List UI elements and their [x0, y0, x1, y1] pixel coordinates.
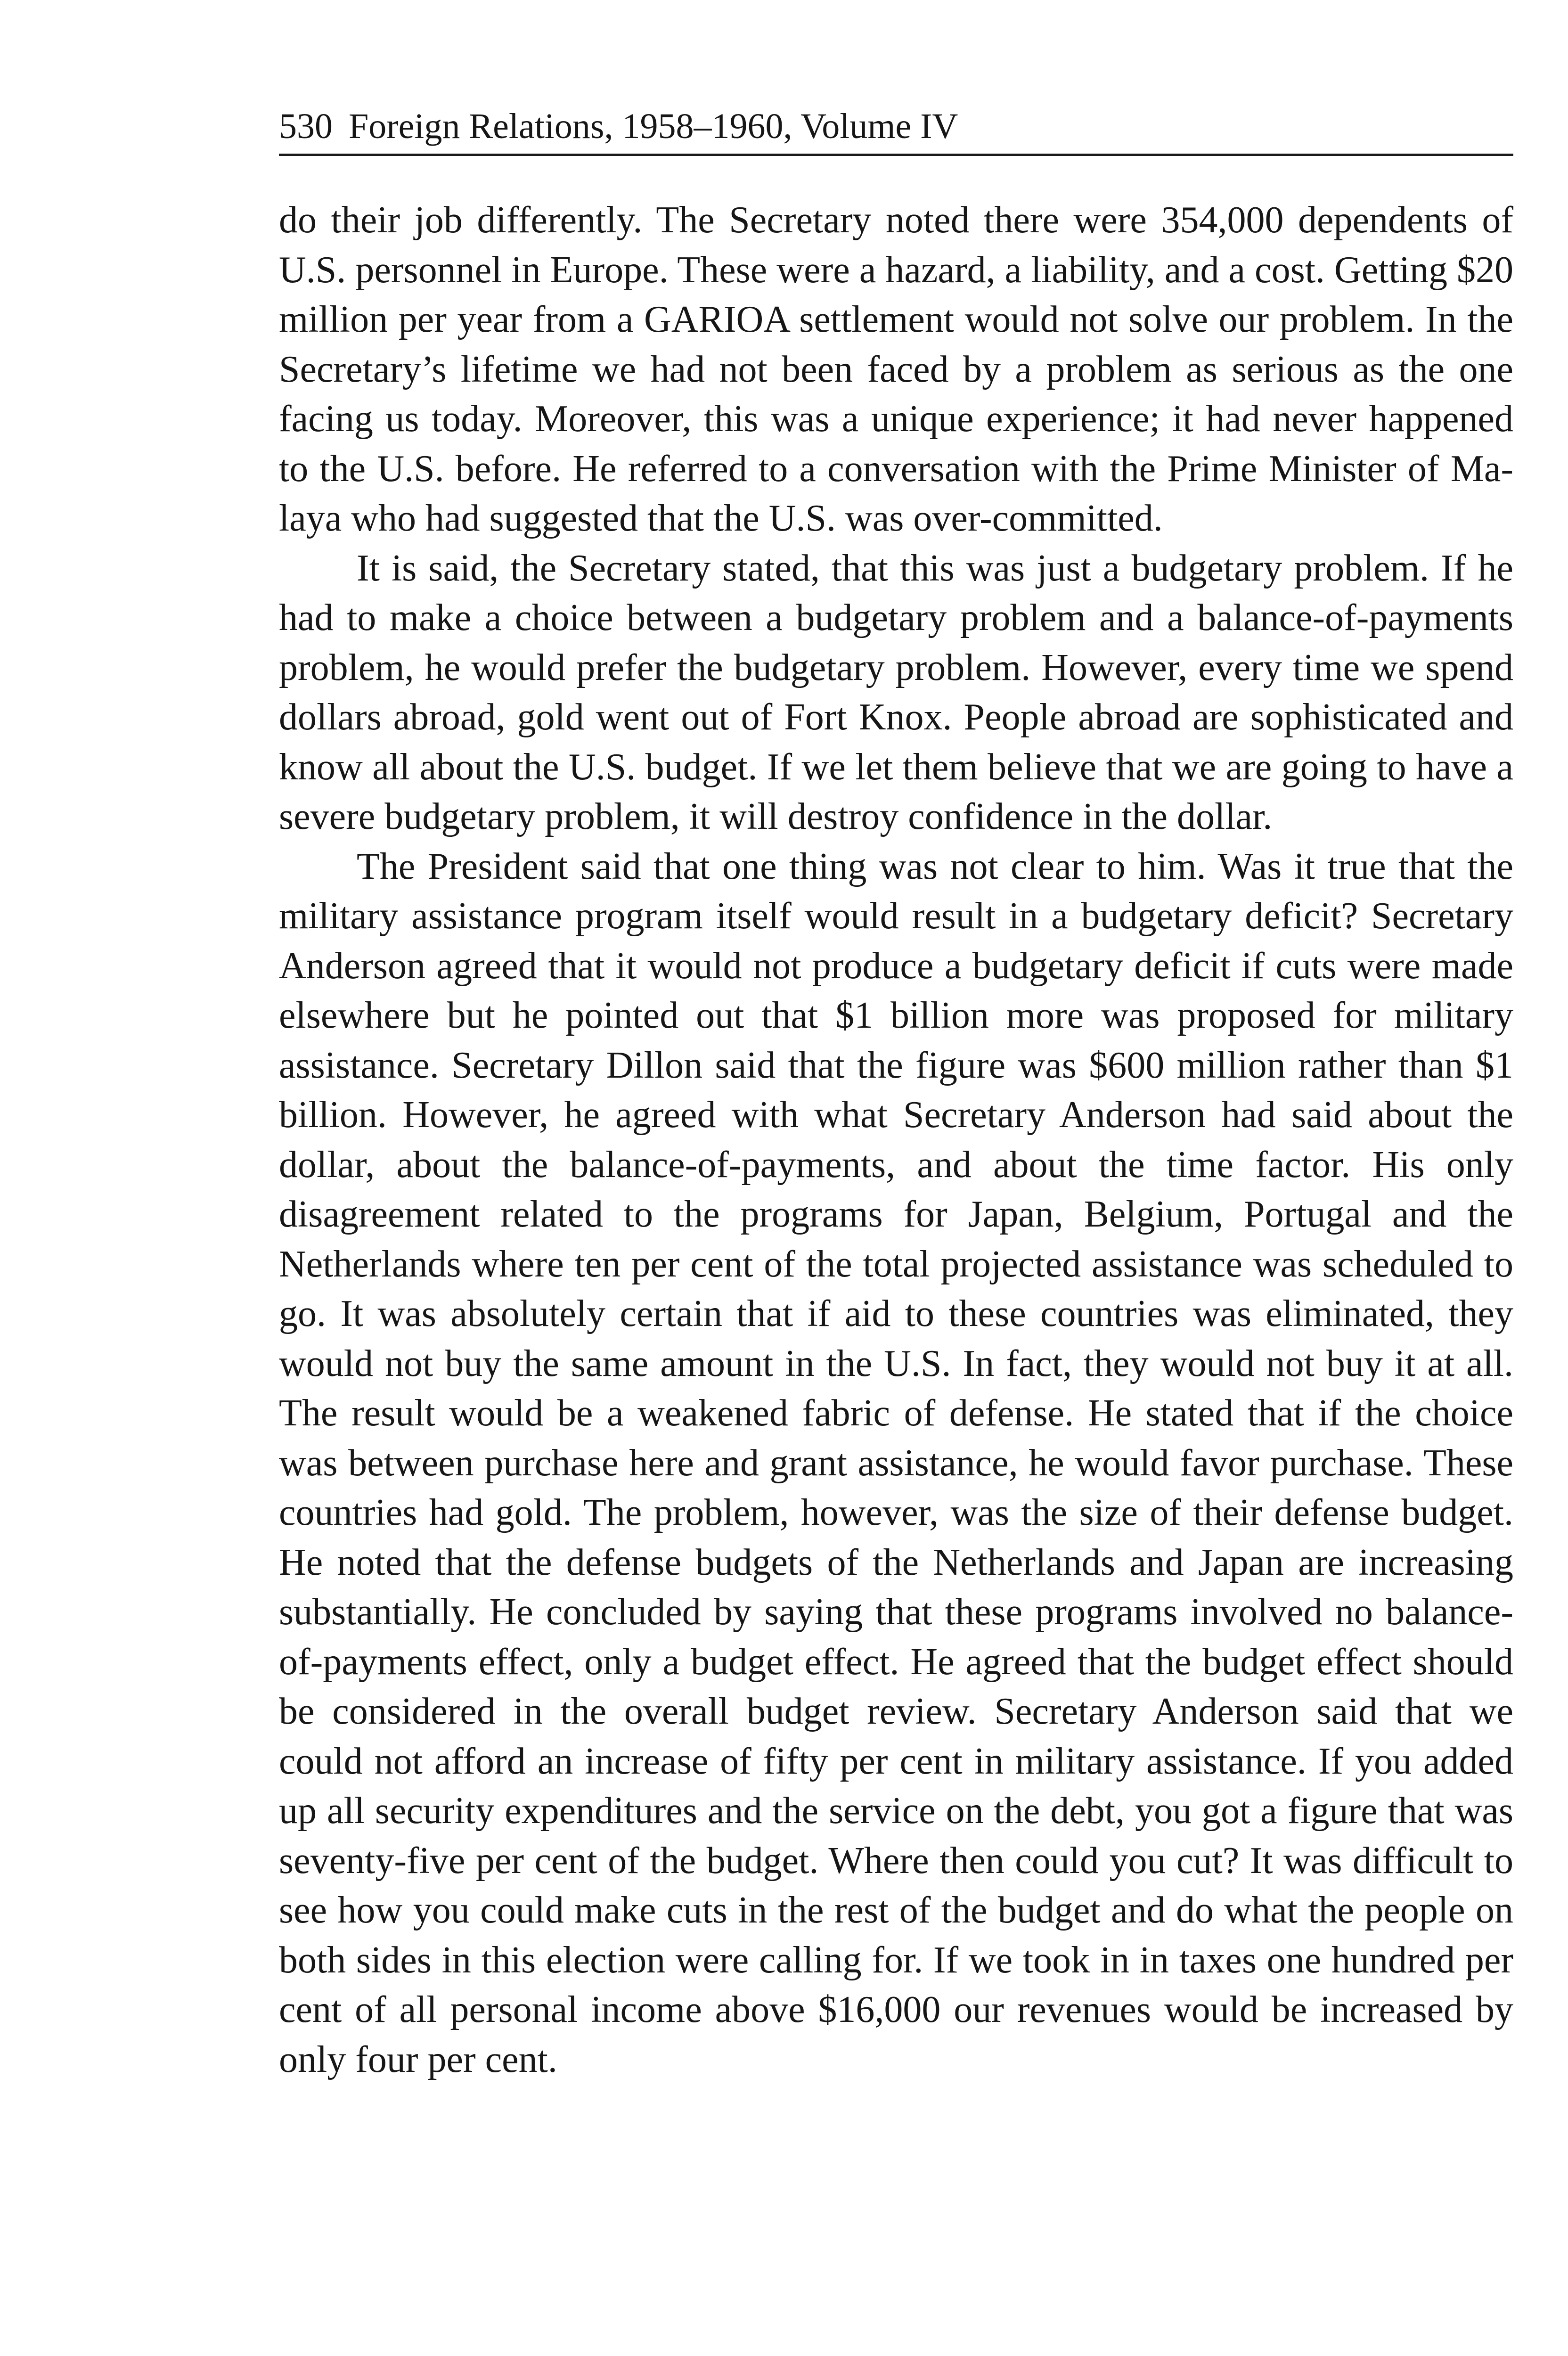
body-text — [279, 196, 1513, 2085]
paragraph-3: The President said that one thing was not clear to him. Was it true that the military assistance program itself would result in a budgetary deficit? Secretary Anderson agreed that it would not produce a budgetary deficit if cuts were made elsewhere but he pointed out that $1 billion more was proposed for military assistance. Secretary Dillon said that the figure was $600 million rather than $1 billion. However, he agreed with what Secretary Anderson had said about the dollar, about the balance-of-payments, and about the time factor. His only disagreement related to the programs for Japan, Belgium, Portugal and the Netherlands where ten per cent of the total projected assistance was scheduled to go. It was absolutely certain that if aid to these countries was eliminated, they would not buy the same amount in the U.S. In fact, they would not buy it at all. The result would be a weakened fabric of defense. He stated that if the choice was between purchase here and grant assistance, he would favor purchase. These countries had gold. The problem, however, was the size of their defense budget. He noted that the defense budgets of the Netherlands and Japan are increasing substantially. He concluded by saying that these programs involved no balance-of-payments effect, only a budget effect. He agreed that the budget effect should be considered in the overall budget review. Secretary Anderson said that we could not afford an increase of fifty per cent in military assistance. If you added up all security expenditures and the service on the debt, you got a figure that was seventy-five per cent of the budget. Where then could you cut? It was difficult to see how you could make cuts in the rest of the budget and do what the people on both sides in this election were calling for. If we took in in taxes one hundred per cent of all personal income above $16,000 our revenues would be increased by only four per cent. — [279, 845, 1513, 2080]
paragraph-2: It is said, the Secretary stated, that this was just a budgetary problem. If he had to make a choice between a budgetary problem and a balance-of-payments problem, he would prefer the budgetary problem. However, every time we spend dollars abroad, gold went out of Fort Knox. People abroad are sophisticated and know all about the U.S. budget. If we let them believe that we are going to have a severe budgetary problem, it will destroy confidence in the dollar. — [279, 547, 1513, 837]
paragraph-1: do their job differently. The Secretary noted there were 354,000 dependents of U.S. personnel in Europe. These were a hazard, a liability, and a cost. Getting $20 million per year from a GARIOA settlement would not solve our problem. In the Secretary’s lifetime we had not been faced by a problem as serious as the one facing us today. Moreover, this was a unique experience; it had never happened to the U.S. before. He referred to a conversation with the Prime Minister of Malaya who had suggested that the U.S. was over-committed. — [279, 199, 1513, 539]
page-number: 530 — [279, 106, 333, 146]
running-header — [279, 103, 1513, 156]
running-title: Foreign Relations, 1958–1960, Volume IV — [349, 106, 958, 146]
